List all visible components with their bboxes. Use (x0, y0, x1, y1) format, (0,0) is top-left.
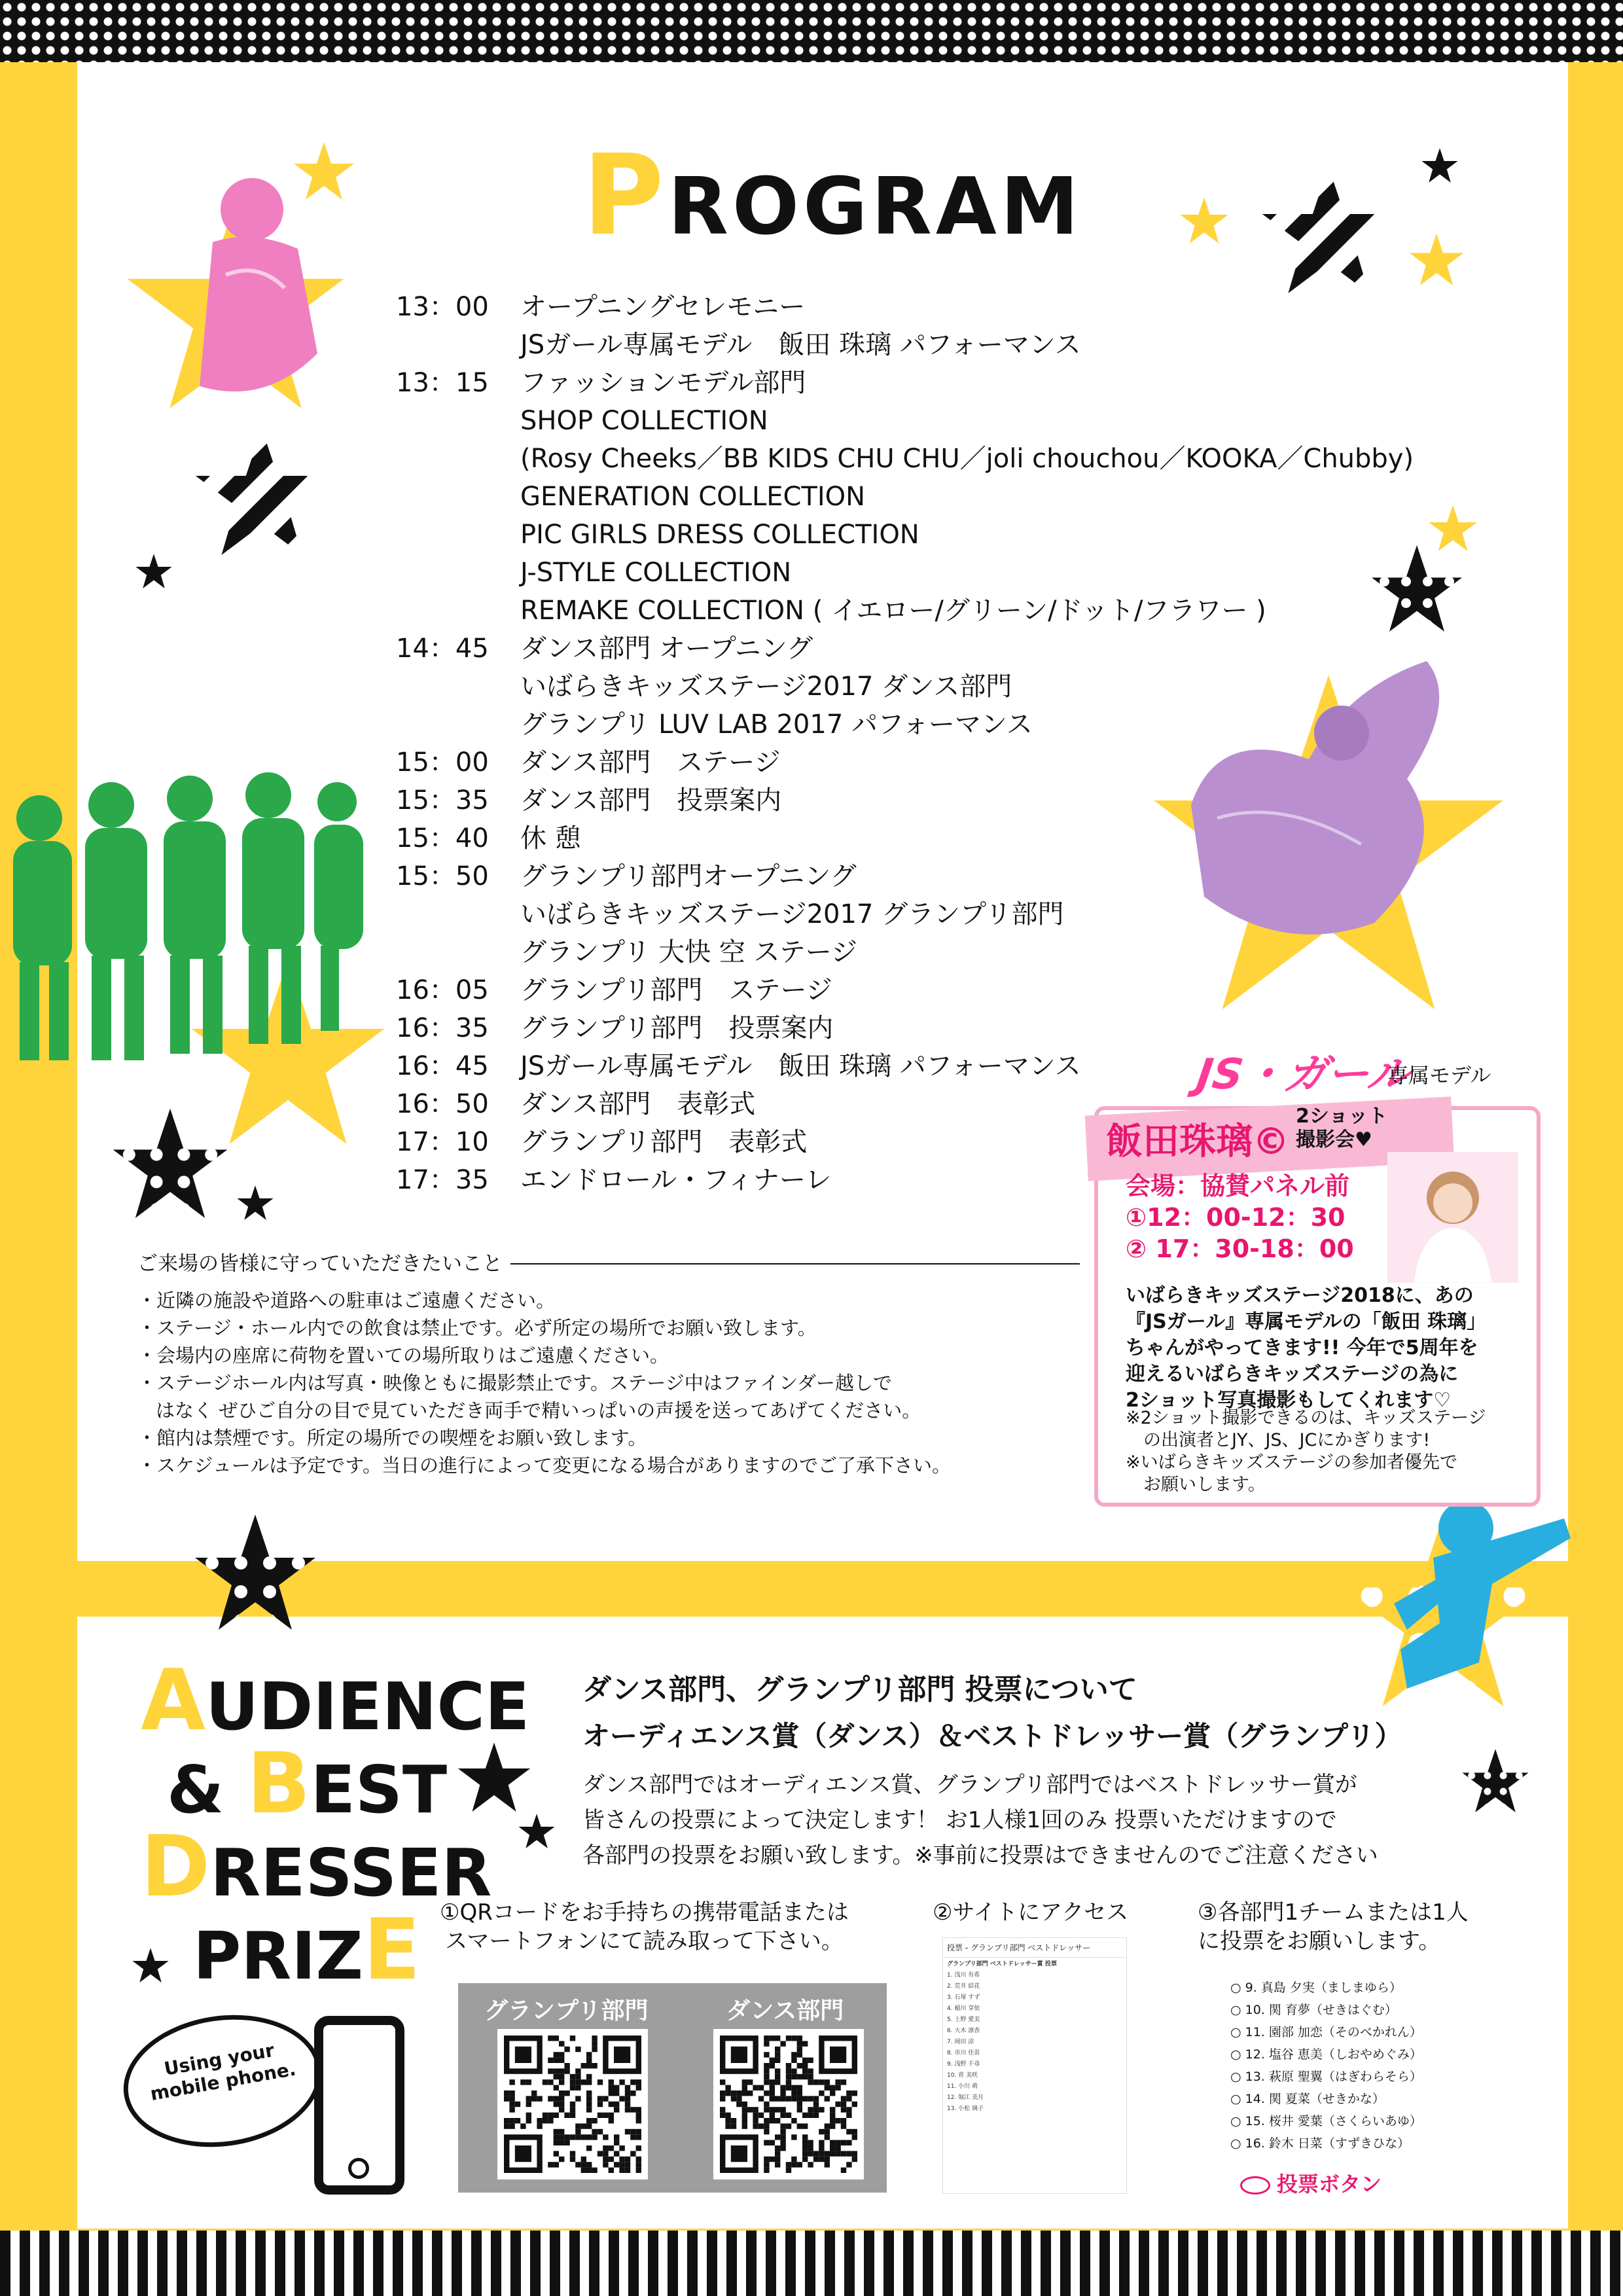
radio-icon[interactable]: ○ (1230, 2136, 1245, 2151)
site-list-item: 1. 浅川 有希 (947, 1972, 980, 1979)
ballot-option[interactable]: ○ 15. 桜井 愛葉（さくらいあゆ） (1230, 2114, 1422, 2128)
note-line: ・スケジュールは予定です。当日の進行によって変更になる場合がありますのでご了承下さい。 (137, 1454, 951, 1477)
schedule-row (396, 554, 1414, 592)
schedule-event: エンドロール・フィナーレ (520, 1165, 832, 1195)
schedule-event: グランプリ部門 ステージ (520, 975, 832, 1005)
js-girl-name: 飯田珠璃© (1106, 1121, 1289, 1163)
note-line: ・館内は禁煙です。所定の場所での喫煙をお願い致します。 (137, 1427, 647, 1449)
schedule-event: グランプリ部門オープニング (520, 861, 857, 891)
schedule-event: J-STYLE COLLECTION (520, 558, 792, 588)
site-list-item: 10. 菅 美咲 (947, 2072, 978, 2079)
radio-icon[interactable]: ○ (1230, 2003, 1245, 2017)
schedule-event: JSガール専属モデル 飯田 珠璃 パフォーマンス (520, 1051, 1081, 1081)
schedule-row (396, 781, 1414, 819)
schedule-event: グランプリ部門 表彰式 (520, 1127, 808, 1157)
vote-button[interactable]: 投票ボタン (1240, 2168, 1382, 2198)
radio-icon[interactable]: ○ (1230, 2092, 1245, 2106)
step-2: ②サイトにアクセス (933, 1899, 1129, 1926)
schedule-time (396, 668, 520, 706)
radio-icon[interactable]: ○ (1230, 2047, 1245, 2062)
site-list-item: 3. 石塚 すず (947, 1994, 980, 2001)
schedule-row (396, 971, 1414, 1009)
radio-icon[interactable]: ○ (1230, 2114, 1245, 2128)
schedule-time: 13：15 (396, 368, 489, 398)
radio-icon[interactable]: ○ (1230, 1981, 1245, 1995)
schedule-row (396, 326, 1414, 364)
vote-subheading: オーディエンス賞（ダンス）＆ベストドレッサー賞（グランプリ） (582, 1720, 1402, 1752)
ballot-option[interactable]: ○ 12. 塩谷 恵美（しおやめぐみ） (1230, 2047, 1422, 2062)
schedule-event: REMAKE COLLECTION ( イエロー/グリーン/ドット/フラワー ) (520, 596, 1266, 626)
site-list-item: 9. 浅野 千尋 (947, 2061, 980, 2068)
site-list-item: 8. 市川 佳苗 (947, 2050, 980, 2056)
note-line: ・会場内の座席に荷物を置いての場所取りはご遠慮ください。 (137, 1344, 669, 1367)
ballot-option[interactable]: ○ 13. 萩原 聖翼（はぎわらそら） (1230, 2070, 1422, 2084)
model-photo-pink (187, 170, 330, 406)
schedule-time (396, 478, 520, 516)
schedule-event: PIC GIRLS DRESS COLLECTION (520, 520, 919, 550)
schedule-row (396, 895, 1414, 933)
vote-heading: ダンス部門、グランプリ部門 投票について (582, 1673, 1137, 1706)
schedule-time (396, 933, 520, 971)
schedule-time: 13：00 (396, 292, 489, 322)
site-list-item: 12. 堀江 美月 (947, 2094, 984, 2101)
site-list-item: 11. 小川 萌 (947, 2083, 978, 2090)
schedule-time: 17：35 (396, 1165, 489, 1195)
voting-site-screenshot: 投票 - グランプリ部門 ベストドレッサー グランプリ部門 ベストドレッサー賞 投票 1. 浅川 有希 2. 荒井 結花 3. 石塚 すず 4. 稲川 芽依 5. 上野 愛美 6. 大木 凛香 7. 岡田 涼 8. 市川 佳苗 9. 浅野 千尋 10. 菅 美咲 11. 小川 萌 12. 堀江 美月 13. 小松 璃子 (942, 1937, 1127, 2194)
radio-icon[interactable]: ○ (1230, 2070, 1245, 2084)
schedule-time (396, 516, 520, 554)
schedule-time (396, 554, 520, 592)
schedule-event: (Rosy Cheeks／BB KIDS CHU CHU／joli chouchou／KOOKA／Chubby) (520, 444, 1414, 474)
prize-title: AUDIENCE & BEST DRESSER PRIZE (141, 1652, 530, 1999)
js-girl-photo (1387, 1152, 1518, 1283)
schedule-event: ファッションモデル部門 (520, 368, 806, 398)
ballot-option[interactable]: ○ 14. 関 夏菜（せきかな） (1230, 2092, 1385, 2106)
schedule-time: 16：05 (396, 975, 489, 1005)
site-list-item: 5. 上野 愛美 (947, 2017, 980, 2023)
schedule-time (396, 706, 520, 744)
schedule-row (396, 630, 1414, 668)
schedule-event: グランプリ LUV LAB 2017 パフォーマンス (520, 709, 1033, 740)
vote-body: ダンス部門ではオーディエンス賞、グランプリ部門ではベストドレッサー賞が 皆さんの投票によって決定します！ お1人様1回のみ 投票いただけますので 各部門の投票をお願い致します。※事前に投票はできませんのでご注意ください (582, 1772, 1378, 1869)
site-header: 投票 - グランプリ部門 ベストドレッサー (943, 1938, 1126, 1958)
schedule-event: ダンス部門 オープニング (520, 634, 813, 664)
schedule-row (396, 288, 1414, 326)
step-1: ①QRコードをお手持ちの携帯電話または スマートフォンにて読み取って下さい。 (440, 1899, 849, 1954)
schedule-event: JSガール専属モデル 飯田 珠璃 パフォーマンス (520, 330, 1081, 360)
dance-team-photo-green (0, 772, 366, 1080)
schedule-time: 15：50 (396, 861, 489, 891)
schedule-time: 15：35 (396, 785, 489, 816)
schedule-row (396, 819, 1414, 857)
schedule-event: グランプリ 大快 空 ステージ (520, 937, 857, 967)
smartphone-icon (314, 2016, 404, 2195)
qr-label-grandprix: グランプリ部門 (484, 1998, 649, 2024)
ballot-option[interactable]: ○ 11. 園部 加恋（そのべかれん） (1230, 2025, 1422, 2039)
note-line: ・近隣の施設や道路への駐車はご遠慮ください。 (137, 1289, 556, 1312)
schedule-time: 15：00 (396, 747, 489, 778)
schedule-row (396, 364, 1414, 402)
bubble-text: Using your mobile phone. (149, 2039, 298, 2106)
schedule-event: オープニングセレモニー (520, 292, 806, 322)
schedule-event: いばらきキッズステージ2017 グランプリ部門 (520, 899, 1064, 929)
schedule-event: SHOP COLLECTION (520, 406, 768, 436)
js-girl-body: いばらきキッズステージ2018に、あの 『JSガール』専属モデルの「飯田 珠璃」 ちゃんがやってきます!! 今年で5周年を 迎えるいばらきキッズステージの為に 2ショット写真撮影もしてくれます♡ (1126, 1284, 1487, 1412)
ballot-option[interactable]: ○ 16. 鈴木 日菜（すずきひな） (1230, 2136, 1410, 2151)
schedule-row (396, 516, 1414, 554)
schedule-time (396, 326, 520, 364)
note-line: ・ステージ・ホール内での飲食は禁止です。必ず所定の場所でお願い致します。 (137, 1317, 817, 1339)
schedule-row (396, 933, 1414, 971)
schedule-event: いばらきキッズステージ2017 ダンス部門 (520, 672, 1012, 702)
notes-heading: ご来場の皆様に守っていただきたいこと (137, 1252, 503, 1276)
site-list-item: 4. 稲川 芽依 (947, 2005, 980, 2012)
ballot-option[interactable]: ○ 10. 関 育夢（せきはぐむ） (1230, 2003, 1397, 2017)
schedule-time: 16：45 (396, 1051, 489, 1081)
step-3: ③各部門1チームまたは1人 に投票をお願いします。 (1198, 1899, 1469, 1954)
ballot-list (1230, 1977, 1422, 2155)
js-girl-sub: 専属モデル (1387, 1063, 1491, 1088)
schedule-event: ダンス部門 表彰式 (520, 1089, 756, 1119)
boy-dancer-photo-cyan (1329, 1492, 1577, 1695)
schedule-time: 17：10 (396, 1127, 489, 1157)
site-list-item: 13. 小松 璃子 (947, 2106, 984, 2112)
note-line: ・ステージホール内は写真・映像ともに撮影禁止です。ステージ中はファインダー越しで (137, 1372, 893, 1394)
qr-code-dance[interactable] (713, 2029, 864, 2179)
note-line: はなく ぜひご自分の目で見ていただき両手で精いっぱいの声援を送ってあげてください。 (156, 1399, 921, 1422)
site-list-item: 6. 大木 凛香 (947, 2028, 980, 2034)
schedule-time: 14：45 (396, 634, 489, 664)
ballot-option[interactable]: ○ 9. 真島 夕実（ましまゆら） (1230, 1981, 1402, 1995)
js-girl-logo: JS・ガール (1193, 1050, 1413, 1099)
site-list-item: 2. 荒井 結花 (947, 1983, 980, 1990)
schedule-row (396, 402, 1414, 440)
visitor-notes (137, 1250, 1080, 1479)
qr-code-panel (458, 1983, 887, 2193)
radio-icon[interactable]: ○ (1230, 2025, 1245, 2039)
schedule-row (396, 857, 1414, 895)
schedule-time (396, 440, 520, 478)
schedule-event: GENERATION COLLECTION (520, 482, 866, 512)
schedule-time (396, 895, 520, 933)
program-title: PROGRAM (582, 131, 1083, 260)
schedule-time: 16：50 (396, 1089, 489, 1119)
site-list-item: 7. 岡田 涼 (947, 2039, 974, 2045)
schedule-event: ダンス部門 ステージ (520, 747, 781, 778)
schedule-time: 15：40 (396, 823, 489, 853)
js-girl-notes: ※2ショット撮影できるのは、キッズステージ の出演者とJY、JS、JCにかぎります! ※いばらきキッズステージの参加者優先で お願いします。 (1126, 1408, 1486, 1495)
schedule-row (396, 744, 1414, 781)
two-shot-label: 2ショット 撮影会♥ (1296, 1105, 1388, 1151)
schedule-time: 16：35 (396, 1013, 489, 1043)
schedule-event: 休 憩 (520, 823, 581, 853)
schedule-time (396, 402, 520, 440)
js-girl-venue: 会場：協賛パネル前 ①12：00-12：30 ② 17：30-18：00 (1126, 1172, 1354, 1263)
schedule-row (396, 478, 1414, 516)
schedule-event: ダンス部門 投票案内 (520, 785, 782, 816)
schedule-time (396, 592, 520, 630)
schedule-row (396, 440, 1414, 478)
qr-code-grandprix[interactable] (497, 2029, 648, 2179)
schedule-row (396, 668, 1414, 706)
qr-label-dance: ダンス部門 (726, 1998, 844, 2024)
schedule-row (396, 592, 1414, 630)
schedule-event: グランプリ部門 投票案内 (520, 1013, 834, 1043)
schedule-row (396, 706, 1414, 744)
